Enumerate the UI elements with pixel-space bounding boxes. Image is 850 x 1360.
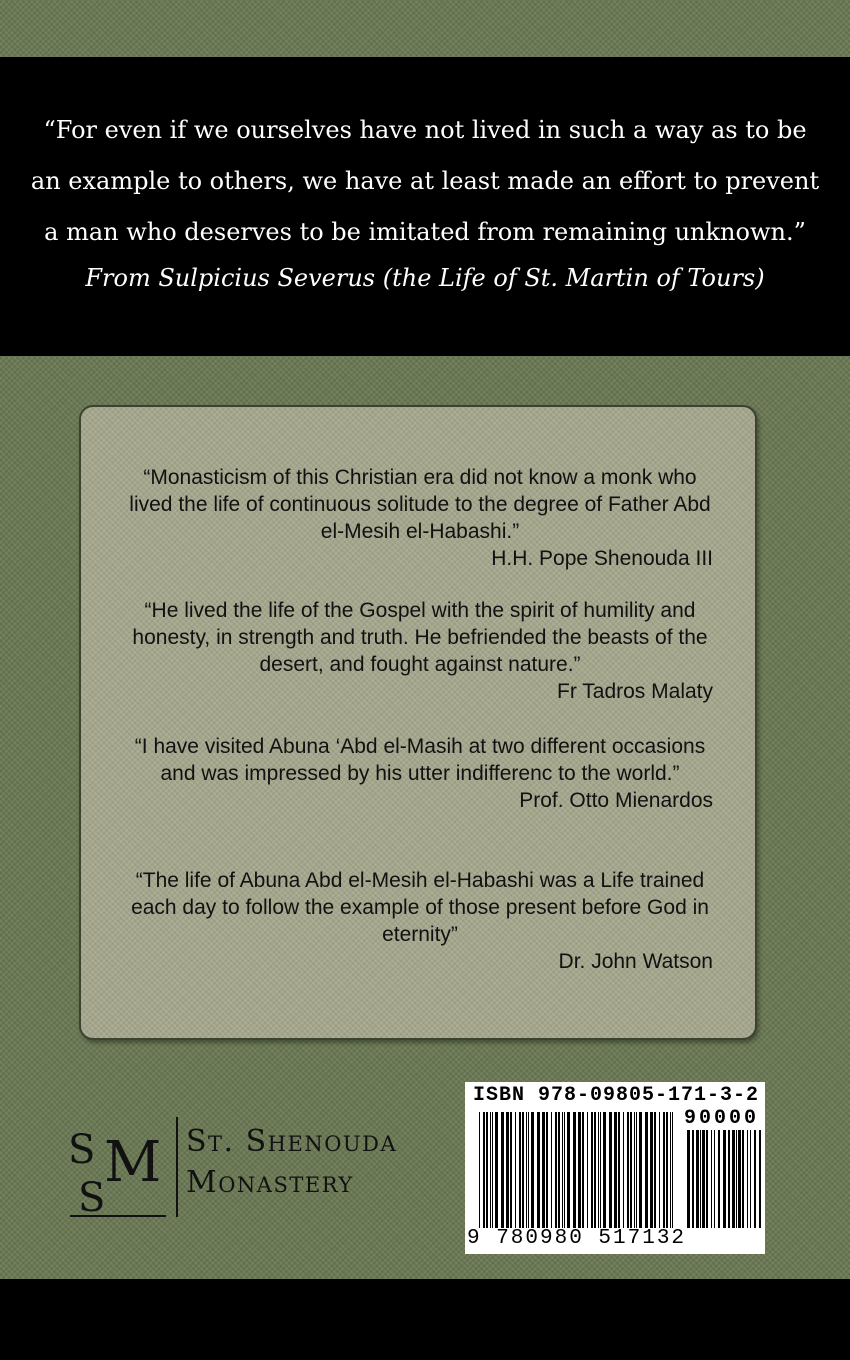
barcode-bar xyxy=(519,1112,521,1228)
barcode-bar xyxy=(706,1130,708,1228)
barcode-bar xyxy=(555,1112,557,1228)
barcode-bar xyxy=(582,1112,584,1228)
publisher-name-line1: St. Shenouda xyxy=(186,1124,398,1159)
barcode-bar xyxy=(486,1112,488,1228)
testimonial xyxy=(121,464,719,572)
barcode-bar xyxy=(573,1112,576,1228)
barcode-bar xyxy=(742,1130,744,1228)
barcode-bar xyxy=(614,1112,617,1228)
barcode-bar xyxy=(636,1112,637,1228)
barcode-bar xyxy=(732,1130,735,1228)
publisher-name xyxy=(186,1121,397,1203)
barcode-bar xyxy=(692,1130,694,1228)
bottom-band xyxy=(0,1279,850,1360)
barcode-bar xyxy=(696,1130,699,1228)
testimonial-author: Fr Tadros Malaty xyxy=(557,680,713,703)
barcode-bar xyxy=(666,1112,668,1228)
epigraph-quote: “For even if we ourselves have not lived in such a way as to be an example to others, we have at least made an effort to prevent a man who deserves to be imitated from remaining unknown.” xyxy=(30,116,820,246)
barcode-bar xyxy=(645,1112,648,1228)
barcode-bar xyxy=(542,1112,545,1228)
testimonial xyxy=(121,867,719,975)
barcode-bar xyxy=(618,1112,620,1228)
barcode-bar xyxy=(558,1112,560,1228)
barcode-bar xyxy=(654,1112,656,1228)
testimonial-author: H.H. Pope Shenouda III xyxy=(491,547,713,570)
barcode-bar xyxy=(627,1112,629,1228)
logo-divider xyxy=(176,1117,178,1217)
barcode-bar xyxy=(479,1112,480,1228)
monogram-icon xyxy=(68,1117,168,1217)
barcode-bar xyxy=(700,1130,701,1228)
monogram-letter-m: M xyxy=(104,1130,162,1195)
barcode-bar xyxy=(522,1112,524,1228)
barcode-bar xyxy=(578,1112,581,1228)
barcode-bar xyxy=(711,1130,712,1228)
testimonial-text: “Monasticism of this Christian era did not know a monk who lived the life of continuous solitude to the degree of Father Abd el-Mesih el-Habashi.” xyxy=(129,466,711,543)
barcode-bar xyxy=(591,1112,593,1228)
barcode-bar xyxy=(718,1130,720,1228)
testimonial-text: “I have visited Abuna ‘Abd el-Masih at two different occasions and was impressed by his utter indifferenc to the world.” xyxy=(134,735,706,785)
testimonial-author: Dr. John Watson xyxy=(558,950,713,973)
testimonials-panel xyxy=(79,405,757,1040)
publisher-name-line2: Monastery xyxy=(186,1165,354,1200)
barcode-bar xyxy=(537,1112,540,1228)
barcode-bar xyxy=(634,1112,635,1228)
monogram-letter-s1: S xyxy=(68,1127,96,1173)
barcode-bar xyxy=(567,1112,570,1228)
barcode-bar xyxy=(663,1112,665,1228)
barcode-bar xyxy=(495,1112,498,1228)
barcode-bar xyxy=(506,1112,509,1228)
barcode-bar xyxy=(598,1112,599,1228)
barcode-bar xyxy=(639,1112,642,1228)
barcode-bar xyxy=(702,1130,705,1228)
barcode-bar xyxy=(551,1112,552,1228)
barcode-bar xyxy=(728,1130,730,1228)
barcode-bar xyxy=(630,1112,632,1228)
barcode-bar xyxy=(687,1130,690,1228)
barcode-digits: 9 780980 517132 xyxy=(467,1227,687,1250)
testimonial-text: “He lived the life of the Gospel with the spirit of humility and honesty, in strength and truth. He befriended the beasts of the desert, and fought against nature.” xyxy=(132,599,708,676)
barcode-bar xyxy=(510,1112,512,1228)
barcode-bar xyxy=(672,1112,673,1228)
barcode-bar xyxy=(587,1112,588,1228)
barcode-bar xyxy=(736,1130,737,1228)
barcode-bar xyxy=(723,1130,726,1228)
barcode-bar xyxy=(738,1130,741,1228)
isbn-barcode xyxy=(465,1082,765,1254)
barcode-bar xyxy=(659,1112,660,1228)
barcode-bar xyxy=(623,1112,624,1228)
publisher-logo xyxy=(68,1117,448,1220)
barcode-bar xyxy=(650,1112,653,1228)
barcode-bar xyxy=(594,1112,596,1228)
epigraph-band xyxy=(0,57,850,356)
testimonial-text: “The life of Abuna Abd el-Mesih el-Habashi was a Life trained each day to follow the example of those present before God in eternity” xyxy=(131,869,709,946)
barcode-bar xyxy=(562,1112,563,1228)
barcode-bar xyxy=(564,1112,565,1228)
testimonial xyxy=(121,597,719,705)
testimonial xyxy=(121,733,719,814)
barcode-bar xyxy=(747,1130,748,1228)
barcode-bar xyxy=(546,1112,548,1228)
barcode-bar xyxy=(526,1112,527,1228)
barcode-bar xyxy=(759,1130,761,1228)
barcode-bar xyxy=(531,1112,534,1228)
barcode-bar xyxy=(528,1112,529,1228)
barcode-bar xyxy=(600,1112,601,1228)
barcode-bar xyxy=(609,1112,612,1228)
price-code: 90000 xyxy=(683,1107,759,1130)
barcode-bar xyxy=(754,1130,756,1228)
testimonial-author: Prof. Otto Mienardos xyxy=(519,789,713,812)
isbn-label: ISBN 978-09805-171-3-2 xyxy=(473,1084,760,1107)
barcode-bar xyxy=(714,1130,715,1228)
barcode-bar xyxy=(750,1130,751,1228)
barcode-bar xyxy=(492,1112,493,1228)
monogram-letter-s2: S xyxy=(78,1175,106,1217)
barcode-bar xyxy=(490,1112,491,1228)
barcode-bar xyxy=(670,1112,671,1228)
barcode-bar xyxy=(501,1112,504,1228)
barcode-bar xyxy=(515,1112,516,1228)
barcode-bar xyxy=(483,1112,485,1228)
barcode-bar xyxy=(603,1112,606,1228)
epigraph-source: From Sulpicius Severus (the Life of St. Martin of Tours) xyxy=(85,264,765,292)
